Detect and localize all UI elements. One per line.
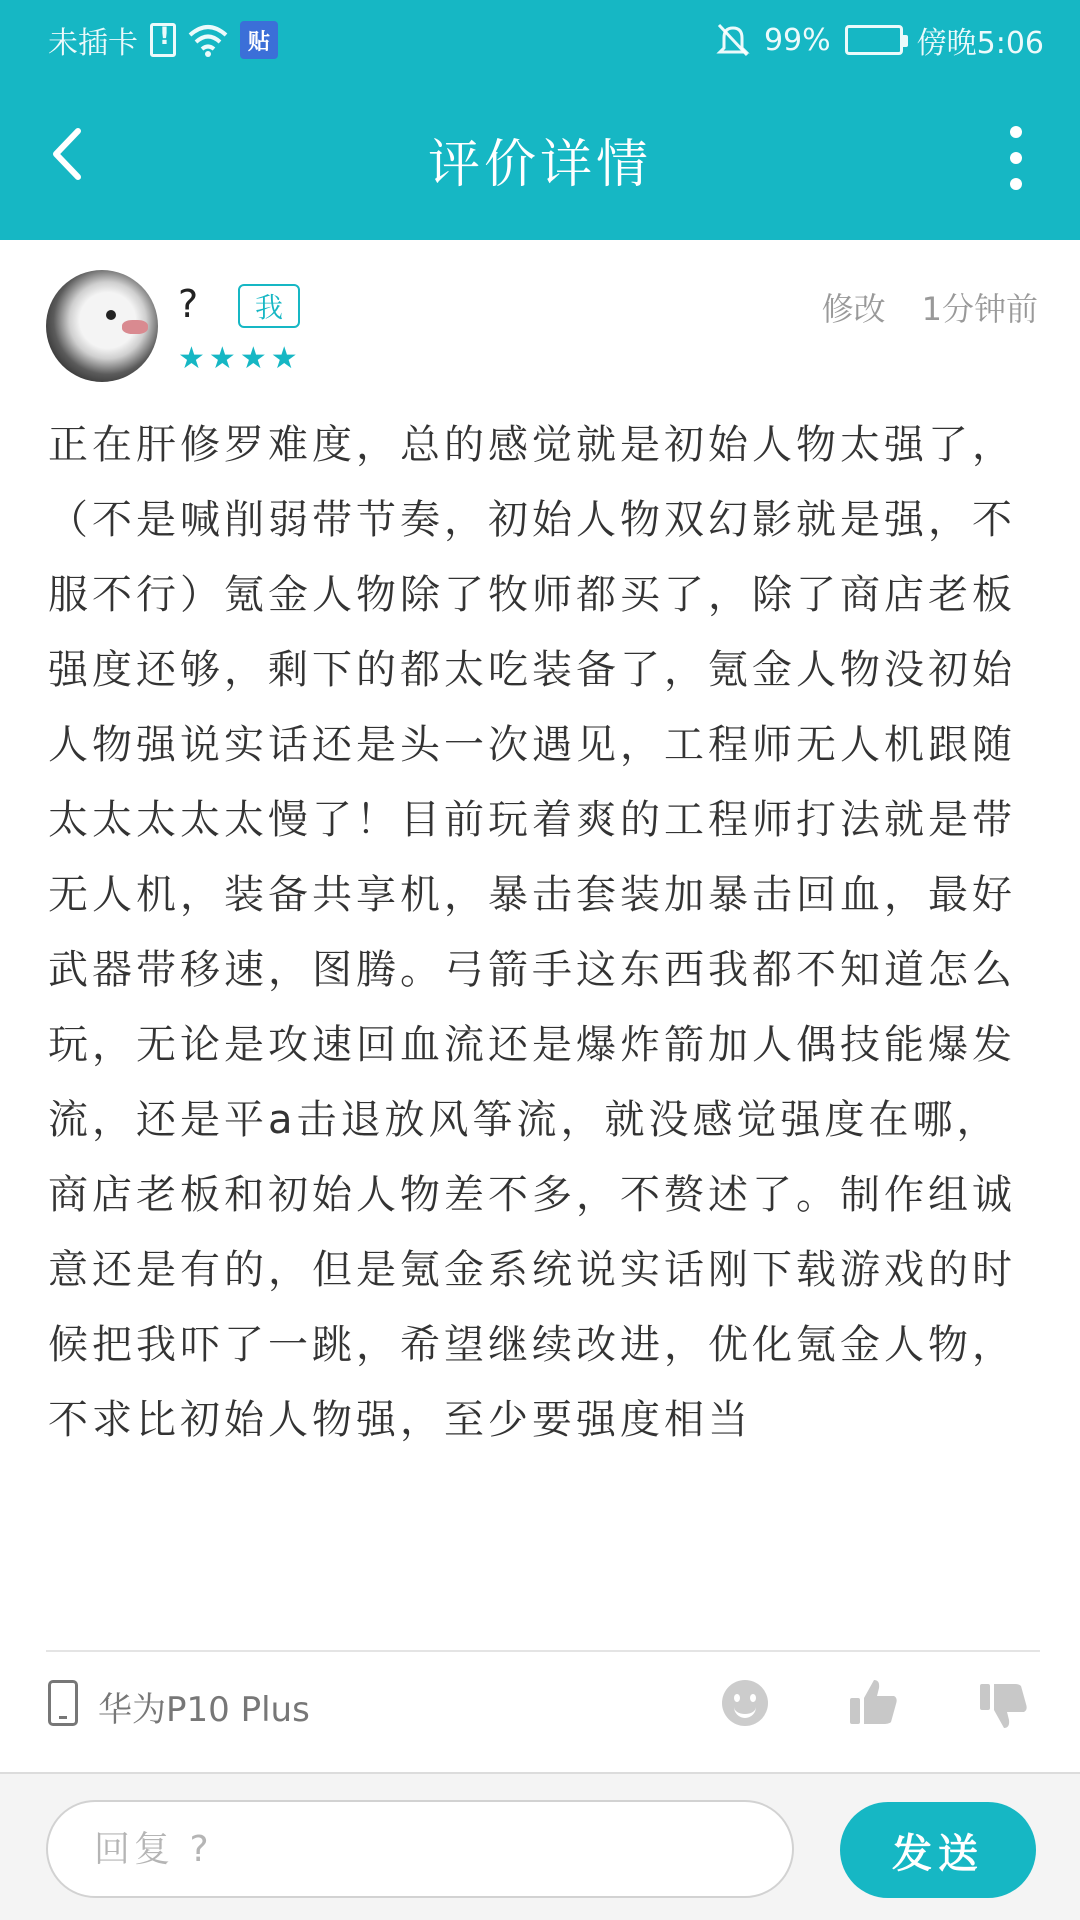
- device-action-row: [0, 1652, 1080, 1754]
- star-icon: ★: [208, 341, 236, 376]
- battery-icon: [845, 25, 903, 55]
- star-rating: [178, 341, 298, 376]
- thumbs-up-icon[interactable]: [848, 1676, 900, 1728]
- page-title: 评价详情: [427, 135, 652, 195]
- sim-alert-icon: [150, 23, 176, 57]
- reply-input[interactable]: [46, 1800, 794, 1898]
- edit-link[interactable]: 修改: [821, 290, 886, 328]
- thumbs-down-icon[interactable]: [978, 1680, 1030, 1732]
- status-bar: [0, 0, 1080, 76]
- emoji-icon[interactable]: [722, 1680, 768, 1726]
- more-options-button[interactable]: [996, 126, 1036, 190]
- clock-time: 傍晚5:06: [916, 26, 1044, 61]
- wifi-icon: [188, 23, 228, 57]
- status-bar-left: [48, 18, 278, 62]
- username[interactable]: ?: [178, 282, 199, 326]
- me-badge: 我: [238, 284, 300, 328]
- tieba-app-icon: 贴: [240, 21, 278, 59]
- star-icon: ★: [270, 341, 298, 376]
- app-header: [0, 0, 1080, 240]
- device-name: 华为P10 Plus: [98, 1690, 310, 1730]
- avatar[interactable]: [46, 270, 158, 382]
- status-bar-right: [716, 18, 1044, 62]
- carrier-text: 未插卡: [48, 26, 138, 61]
- more-vertical-icon-dot: [1010, 152, 1022, 164]
- more-vertical-icon-dot: [1010, 178, 1022, 190]
- reply-bar: [0, 1772, 1080, 1920]
- phone-icon: [48, 1680, 78, 1726]
- battery-percent: 99%: [763, 22, 831, 58]
- star-icon: ★: [178, 341, 205, 376]
- review-meta: [822, 284, 1038, 330]
- send-button[interactable]: 发送: [840, 1802, 1036, 1898]
- more-vertical-icon-dot: [1010, 126, 1022, 138]
- star-icon: ★: [239, 341, 267, 376]
- review-time: 1分钟前: [921, 290, 1038, 328]
- bell-muted-icon: [716, 22, 750, 58]
- review-content: 正在肝修罗难度，总的感觉就是初始人物太强了，（不是喊削弱带节奏，初始人物双幻影就是强，不服不行）氪金人物除了牧师都买了，除了商店老板强度还够，剩下的都太吃装备了，氪金人物没初始人物强说实话还是头一次遇见，工程师无人机跟随太太太太太慢了！目前玩着爽的工程师打法就是带无人机，装备共享机，暴击套装加暴击回血，最好武器带移速，图腾。弓箭手这东西我都不知道怎么玩，无论是攻速回血流还是爆炸箭加人偶技能爆发流，还是平a击退放风筝流，就没感觉强度在哪，商店老板和初始人物差不多，不赘述了。制作组诚意还是有的，但是氪金系统说实话刚下载游戏的时候把我吓了一跳，希望继续改进，优化氪金人物，不求比初始人物强，至少要强度相当: [48, 422, 1016, 1443]
